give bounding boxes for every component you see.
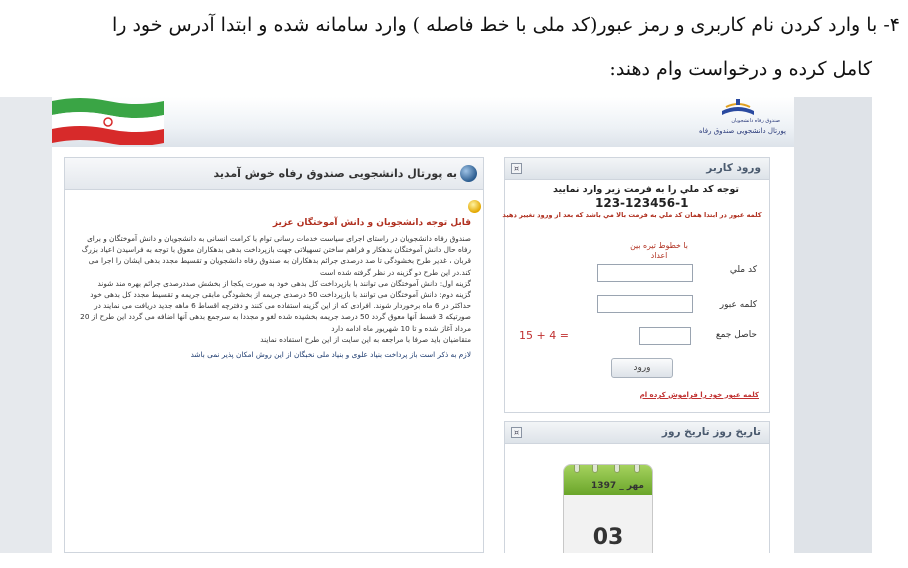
calendar-ring: [614, 464, 620, 473]
logo-subtitle: صندوق رفاه دانشجویان: [731, 118, 780, 124]
paragraph: متقاضیان باید صرفا با مراجعه به این سایت از این طرح استفاده نمایند: [260, 334, 471, 344]
portal-screenshot: [0, 97, 872, 553]
book-logo-icon: [718, 97, 758, 119]
national-id-label: کد ملي: [729, 265, 757, 275]
logo-title: پورتال دانشجویی صندوق رفاه: [698, 127, 786, 135]
notice-heading: قابل توجه دانشجویان و دانش آموختگان عزیز: [272, 218, 471, 228]
calendar-ring: [574, 464, 580, 473]
calendar-icon: [563, 464, 653, 553]
date-title: تاریخ روز تاریخ روز: [661, 426, 761, 438]
globe-icon: [460, 165, 477, 182]
login-title: ورود کاربر: [706, 162, 761, 174]
login-panel: [504, 157, 770, 413]
national-id-input[interactable]: [597, 264, 693, 282]
date-panel: [504, 421, 770, 553]
national-id-hint: با خطوط تیره بین اعداد: [630, 241, 688, 260]
welcome-title: به پورتال دانشجویی صندوق رفاه خوش آمدید: [213, 167, 457, 180]
collapse-icon[interactable]: ¤: [511, 163, 522, 174]
password-input[interactable]: [597, 295, 693, 313]
login-header: [505, 158, 769, 180]
instruction-line-1: ۴- با وارد کردن نام کاربری و رمز عبور(کد ملی با خط فاصله ) وارد سامانه شده و ابتدا آدرس خود را: [111, 14, 900, 36]
sum-label: حاصل جمع: [715, 330, 757, 340]
forgot-password-link[interactable]: کلمه عبور خود را فراموش کرده ام: [639, 391, 759, 399]
closing-note: لازم به ذکر است باز پرداخت بنیاد علوی و بنیاد ملی نخبگان از این روش امکان پذیر نمی باشد: [190, 350, 471, 360]
paragraph: گزینه اول: دانش آموختگان می توانند با بازپرداخت کل بدهی خود به صورت یکجا از بخشش صددرصدی جرائم بهره مند شوند: [97, 278, 471, 288]
id-format-example: 123-123456-1: [595, 196, 689, 210]
calendar-ring: [592, 464, 598, 473]
main-content: [52, 147, 794, 553]
left-margin: [0, 97, 52, 553]
iran-flag-icon: [52, 97, 164, 145]
login-instruction: توجه کد ملي را به فرمت زير وارد نماييد: [553, 184, 739, 195]
collapse-icon[interactable]: ¤: [511, 427, 522, 438]
calendar-ring: [634, 464, 640, 473]
right-margin: [794, 97, 872, 553]
captcha-equation: 15 + 4 =: [519, 329, 569, 342]
password-note: کلمه عبور در ابتدا همان کد ملي به فرمت بالا مي باشد که بعد از ورود تغيير دهيد: [502, 211, 762, 219]
calendar-month: مهر _ 1397: [591, 481, 644, 491]
paragraph: گزینه دوم: دانش آموختگان می توانند با بازپرداخت 50 درصدی جریمه از بخشودگی مابقی جریمه و تقسیط مجدد کل بدهی خود حداکثر در 6 ماه برخوردار شوند. افرادی که از این گزینه استفاده می کنند و دفترچه اقساط 6 ماهه جدید دریافت می نمایند در صورتیکه 3 قسط آنها معوق گردد 50 درصد جریمه بخشیده شده لغو و مجددا به سرجمع بدهی آنها اضافه می گردد این طرح از 20 مرداد آغاز شده و تا 10 شهریور ماه ادامه دارد: [80, 290, 471, 333]
paragraph: صندوق رفاه دانشجویان در راستای اجرای سیاست خدمات رسانی توام با کرامت انسانی به دانشجویان و دانش آموختگان و برای رفاه حال دانش آموختگان بدهکار و فراهم ساختن تسهیلاتی جهت بازپرداخت بدهی بدهکاران معوق با توجه به فراسیدن اعیاد بزرگ قربان ، غدیر طرح بخشودگی تا صد درصدی جرائم بدهکاران به صندوق رفاه دانشجویان و تقسیط مجدد بدهی ایشان را اجرا می کند.در این طرح دو گزینه در نظر گرفته شده است: [81, 234, 471, 277]
password-label: کلمه عبور: [719, 300, 757, 310]
portal-logo[interactable]: [686, 97, 786, 145]
calendar-day: 03: [592, 525, 624, 550]
instruction-line-2: کامل کرده و درخواست وام دهند:: [609, 58, 872, 80]
lightbulb-icon: [468, 200, 481, 213]
welcome-panel: [64, 157, 484, 553]
welcome-body: [76, 218, 471, 360]
login-button[interactable]: ورود: [611, 358, 673, 378]
date-header: [505, 422, 769, 444]
captcha-sum-input[interactable]: [639, 327, 691, 345]
welcome-header: [65, 158, 483, 190]
